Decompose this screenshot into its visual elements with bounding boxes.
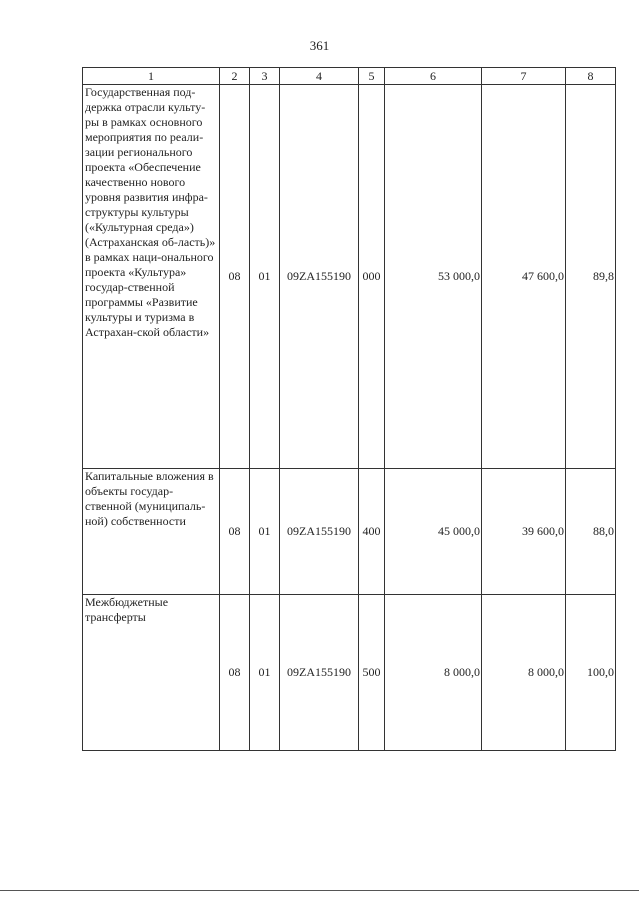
row-planned-amount: 53 000,0 xyxy=(385,85,482,469)
row-percent: 88,0 xyxy=(566,469,616,595)
header-col-3: 3 xyxy=(250,68,280,85)
row-expense-type: 000 xyxy=(359,85,385,469)
table-header-row xyxy=(83,68,616,85)
table-row xyxy=(83,595,616,751)
row-target-code: 09ZA155190 xyxy=(280,85,359,469)
header-col-1: 1 xyxy=(83,68,220,85)
row-description: Капитальные вложения в объекты государ-ственной (муниципаль-ной) собственности xyxy=(83,469,220,595)
row-section: 08 xyxy=(220,595,250,751)
row-target-code: 09ZA155190 xyxy=(280,595,359,751)
table-row xyxy=(83,469,616,595)
header-col-2: 2 xyxy=(220,68,250,85)
row-planned-amount: 8 000,0 xyxy=(385,595,482,751)
page-number: 361 xyxy=(309,38,330,53)
row-description: Государственная под-держка отрасли культу-ры в рамках основного мероприятия по реали-зации регионального проекта «Обеспечение качественно нового уровня развития инфра-структуры культуры («Культурная среда») (Астраханская об-ласть)» в рамках наци-онального проекта «Культура» государ-ственной программы «Развитие культуры и туризма в Астрахан-ской области» xyxy=(83,85,220,469)
row-executed-amount: 47 600,0 xyxy=(482,85,566,469)
header-col-4: 4 xyxy=(280,68,359,85)
row-section: 08 xyxy=(220,469,250,595)
header-col-6: 6 xyxy=(385,68,482,85)
row-subsection: 01 xyxy=(250,469,280,595)
header-col-8: 8 xyxy=(566,68,616,85)
row-subsection: 01 xyxy=(250,595,280,751)
row-subsection: 01 xyxy=(250,85,280,469)
row-description: Межбюджетные трансферты xyxy=(83,595,220,751)
row-expense-type: 400 xyxy=(359,469,385,595)
row-executed-amount: 39 600,0 xyxy=(482,469,566,595)
header-col-5: 5 xyxy=(359,68,385,85)
header-col-7: 7 xyxy=(482,68,566,85)
table-row xyxy=(83,85,616,469)
page-bottom-divider xyxy=(0,890,639,891)
row-percent: 89,8 xyxy=(566,85,616,469)
row-planned-amount: 45 000,0 xyxy=(385,469,482,595)
row-expense-type: 500 xyxy=(359,595,385,751)
budget-table xyxy=(82,67,616,751)
row-section: 08 xyxy=(220,85,250,469)
row-target-code: 09ZA155190 xyxy=(280,469,359,595)
row-percent: 100,0 xyxy=(566,595,616,751)
row-executed-amount: 8 000,0 xyxy=(482,595,566,751)
